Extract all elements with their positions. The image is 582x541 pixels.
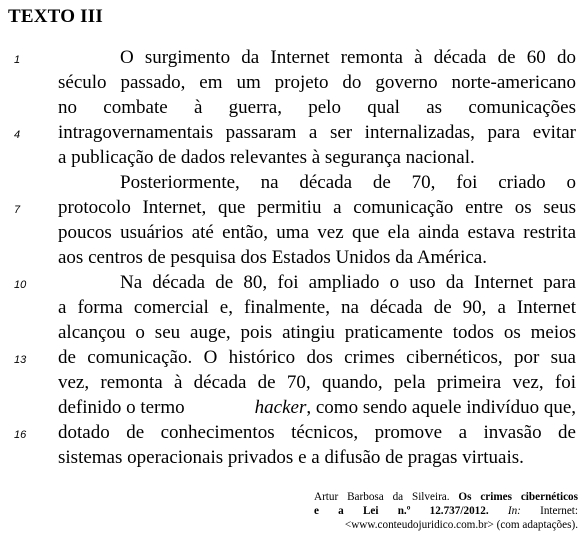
line-15-end: [255, 395, 576, 420]
citation: [314, 490, 578, 532]
text-line-9: aos centros de pesquisa dos Estados Unidos da América.: [58, 247, 487, 268]
text-line-7: protocolo Internet, que permitiu a comunicação entre os seus: [58, 197, 576, 218]
citation-title-1: Os crimes cibernéticos: [458, 491, 578, 503]
hacker-term: hacker: [254, 397, 307, 418]
citation-author: Artur Barbosa da Silveira.: [314, 491, 450, 503]
citation-source: Internet:: [540, 505, 579, 517]
text-line-12: alcançou o seu auge, pois atingiu praticamente todos os meios: [58, 322, 576, 343]
text-line-10: Na década de 80, foi ampliado o uso da Internet para: [120, 272, 576, 293]
text-line-13: de comunicação. O histórico dos crimes cibernéticos, por sua: [58, 347, 576, 368]
line-number-4: 4: [14, 129, 21, 141]
line-number-16: 16: [14, 429, 27, 441]
text-line-6: Posteriormente, na década de 70, foi criado o: [120, 172, 576, 193]
citation-line-1: [314, 490, 578, 504]
text-line-16: dotado de conhecimentos técnicos, promove a invasão de: [58, 422, 576, 443]
citation-url: <www.conteudojuridico.com.br>: [344, 519, 494, 531]
text-heading: TEXTO III: [8, 6, 103, 27]
text-line-4: intragovernamentais passaram a ser internalizadas, para evitar: [58, 122, 576, 143]
text-line-17: sistemas operacionais privados e a difusão de pragas virtuais.: [58, 447, 524, 468]
citation-line-2: [314, 504, 578, 518]
citation-in: In:: [507, 505, 521, 517]
text-line-5: a publicação de dados relevantes à segurança nacional.: [58, 147, 475, 168]
line-15-start: definido o termo: [58, 397, 185, 418]
text-line-2: século passado, em um projeto do governo norte-americano: [58, 72, 576, 93]
text-line-1: O surgimento da Internet remonta à década de 60 do: [120, 47, 576, 68]
text-line-14: vez, remonta à década de 70, quando, pela primeira vez, foi: [58, 372, 576, 393]
text-line-8: poucos usuários até então, uma vez que ela ainda estava restrita: [58, 222, 576, 243]
line-15-rest: , como sendo aquele indivíduo que,: [306, 397, 576, 418]
text-line-3: no combate à guerra, pelo qual as comunicações: [58, 97, 576, 118]
line-number-10: 10: [14, 279, 27, 291]
line-number-13: 13: [14, 354, 27, 366]
text-line-15: [58, 395, 576, 420]
citation-note: (com adaptações).: [496, 519, 578, 531]
citation-line-3: [314, 518, 578, 532]
line-number-7: 7: [14, 204, 21, 216]
text-line-11: a forma comercial e, finalmente, na década de 90, a Internet: [58, 297, 576, 318]
citation-title-2: e a Lei n.º 12.737/2012.: [314, 505, 489, 517]
line-number-1: 1: [14, 54, 21, 66]
